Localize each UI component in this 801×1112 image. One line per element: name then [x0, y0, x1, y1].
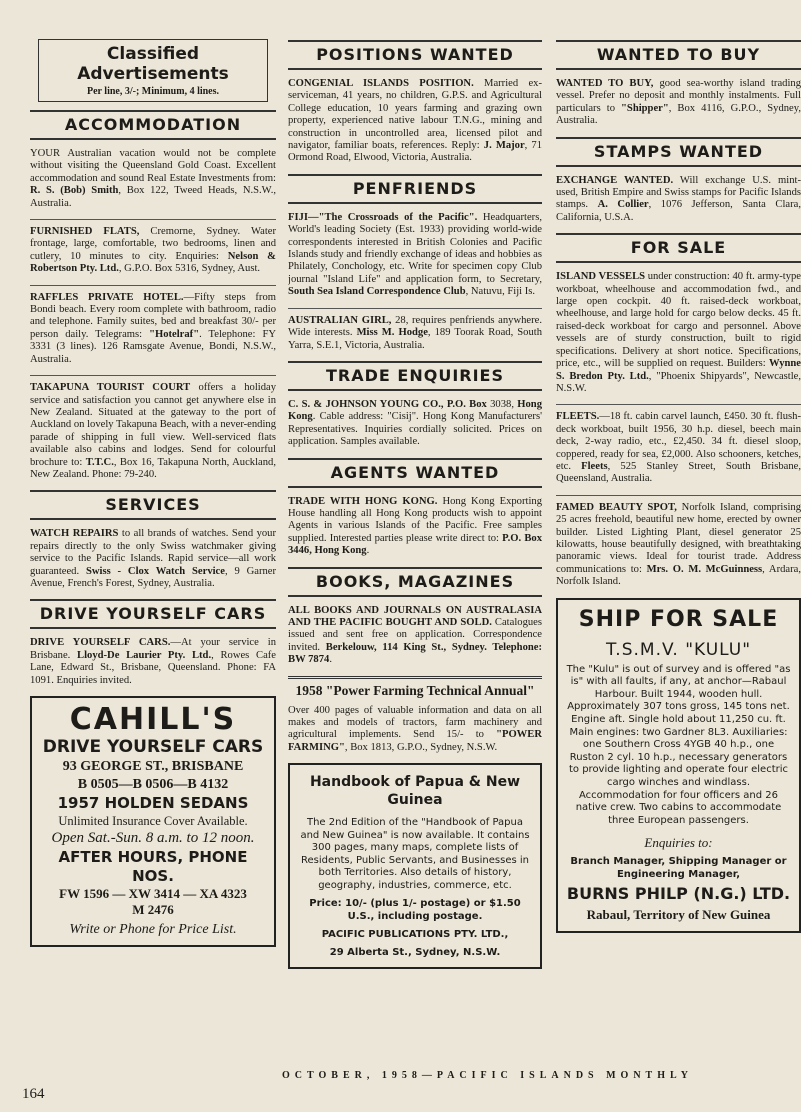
ship-title: SHIP FOR SALE — [578, 606, 779, 632]
cahill-line8: FW 1596 — XW 3414 — XA 4323 — [59, 886, 247, 901]
agents-heading: AGENTS WANTED — [288, 458, 542, 488]
cahill-line7: AFTER HOURS, PHONE NOS. — [58, 848, 248, 885]
column-left — [30, 34, 276, 1044]
classified-rate: Per line, 3/-; Minimum, 4 lines. — [86, 86, 220, 97]
trade-ad: C. S. & JOHNSON YOUNG CO., P.O. Box 3038, Hong Kong. Cable address: "Cisij". Hong Kong Manufacturers' Representatives. Inquiries cordially solicited. Prices on application. Samples available. — [288, 398, 542, 448]
penfriends-ad: AUSTRALIAN GIRL, 28, requires penfriends anywhere. Wide interests. Miss M. Hodge, 189 Toorak Road, South Yarra, S.E.1, Victoria, Australia. — [288, 314, 542, 351]
divider — [288, 676, 542, 679]
accommodation-ad: FURNISHED FLATS, Cremorne, Sydney. Water frontage, large, comfortable, two bedrooms, linen and cutlery, 10 minutes to city. Enquiries: Nelson & Robertson Pty. Ltd., G.P.O. Box 5316, Sydney, Aust. — [30, 226, 276, 275]
accommodation-ad: YOUR Australian vacation would not be complete without visiting the Queensland Gold Coast. Excellent accommodation and sound Real Estate Investments from: R. S. (Bob) Smith, Box 122, Tweed Heads, N.S.W., Australia. — [30, 148, 276, 209]
penfriends-heading: PENFRIENDS — [288, 174, 542, 204]
cahill-line1: DRIVE YOURSELF CARS — [42, 737, 264, 757]
accommodation-ads — [30, 148, 276, 481]
divider — [288, 308, 542, 309]
forsale-ad: ISLAND VESSELS under construction: 40 ft. army-type workboat, wheelhouse and accommodation fwd., and large open cockpit. 40 ft. raised-deck workboat, wheelhouse, and large hold for cargo below decks. 45 ft. raised-deck workboat for cargo and personnel. Above vessels are of sturdy construction, built to rigid specifications. Delivery at short notice. Specifications, price, etc., will be supplied on request. Builders: Wynne S. Bredon Pty. Ltd., "Phoenix Shipyards", Newcastle, N.S.W. — [556, 271, 801, 394]
cahill-line6: Open Sat.-Sun. 8 a.m. to 12 noon. — [51, 830, 255, 846]
power-heading: 1958 "Power Farming Technical Annual" — [295, 682, 535, 698]
ship-body: The "Kulu" is out of survey and is offered "as is" with all faults, if any, at anchor—Rabaul Harbour. Built 1944, wooden hull. Approximately 307 tons gross, 145 tons net. Engine aft. Single hold about 11,250 cu. ft. Main engines: two Gardner 8L3. Auxiliaries: one Southern Cross 4YGB 40 h.p., one Ruston 2 cyl. 10 h.p., necessary generators to provide lighting and operate four electric cargo winches and windlass. Accommodation for four officers and 26 native crew. Two cabins to accommodate three European passengers. — [566, 663, 791, 826]
trade-heading: TRADE ENQUIRIES — [288, 361, 542, 391]
divider — [556, 404, 801, 405]
page-number: 164 — [22, 1086, 45, 1102]
forsale-heading: FOR SALE — [556, 233, 801, 263]
cahill-logo: CAHILL'S — [69, 702, 237, 737]
forsale-ads — [556, 271, 801, 588]
forsale-ad: FAMED BEAUTY SPOT, Norfolk Island, comprising 25 acres freehold, beautiful new home, erected by owner builder. Listed Lighting Plant, diesel generator 25 kilowatts, house beautifully designed, with breathtaking panoramic views. Ideal for tourist trade. Address communications to: Mrs. O. M. McGuinness, Ardara, Norfolk Island. — [556, 501, 801, 588]
services-heading: SERVICES — [30, 490, 276, 520]
accommodation-heading: ACCOMMODATION — [30, 110, 276, 140]
accommodation-ad: TAKAPUNA TOURIST COURT offers a holiday service and satisfaction you cannot get anywhere else in New Zealand. Situated at the gateway to the port of Auckland on lovely Takapuna Beach, with a never-ending parade of shipping in full view. Well-serviced flats available also cabins and lodges. Send for colourful brochure to: T.T.C., Box 16, Takapuna North, Auckland, New Zealand. Phone: 79-240. — [30, 382, 276, 480]
penfriends-ads — [288, 212, 542, 352]
forsale-ad: FLEETS.—18 ft. cabin carvel launch, £450. 30 ft. flush-deck workboat, built 1956, 30 h.p. diesel, beech main deck, 2-way radio, etc., £2,450. 34 ft. diesel sloop, coppered, ready for sea, £2,000. Also schooners, ketches, etc. Fleets, 525 Stanley Street, South Brisbane, Queensland, Australia. — [556, 411, 801, 485]
divider — [30, 375, 276, 376]
cahill-line5: Unlimited Insurance Cover Available. — [58, 814, 248, 828]
cahill-line9: Write or Phone for Price List. — [69, 922, 237, 937]
accommodation-ad: RAFFLES PRIVATE HOTEL.—Fifty steps from Bondi beach. Every room complete with bathroom, radio and telephone. Family suites, bed and breakfast 30/- per person daily. Telegrams: "Hotelraf". Telephone: FY 3331 (3 lines). 126 Ramsgate Avenue, Bondi, N.S.W., Australia. — [30, 291, 276, 365]
ship-enquiries: Enquiries to: — [644, 835, 713, 851]
papua-address: 29 Alberta St., Sydney, N.S.W. — [329, 947, 501, 959]
penfriends-ad: FIJI—"The Crossroads of the Pacific". Headquarters, World's leading Society (Est. 1933) providing world-wide correspondents interested in British Colonies and Pacific Islands study and friendly exchange of ideas and hobbies as Philately, Conchology, etc. Write for specimen copy Club journal "Island Life" and application form, to Secretary, South Sea Island Correspondence Club, Natuvu, Fiji Is. — [288, 211, 542, 298]
column-right — [556, 34, 801, 1054]
cahill-line8b: M 2476 — [132, 902, 174, 917]
cahill-ad-box — [30, 696, 276, 947]
ship-attn: Branch Manager, Shipping Manager or Engineering Manager, — [570, 856, 787, 881]
papua-handbook-box — [288, 763, 542, 969]
positions-ad: CONGENIAL ISLANDS POSITION. Married ex-serviceman, 41 years, no children, G.P.S. and Agricultural College education, 10 years farming and grazing own property, experienced native labour T.N.G., mining and construction in uncontrolled area, licensed pilot and navigator, familiar boats, references. Reply: J. Major, 71 Ormond Road, Elwood, Victoria, Australia. — [288, 78, 542, 164]
power-ad: Over 400 pages of valuable information and data on all makes and models of tractors, farm machinery and agricultural implements. Send 15/- to "POWER FARMING", Box 1813, G.P.O., Sydney, N.S.W. — [288, 704, 542, 753]
ship-location: Rabaul, Territory of New Guinea — [586, 907, 771, 923]
cahill-line3: B 0505—B 0506—B 4132 — [77, 777, 229, 792]
cahill-line4: 1957 HOLDEN SEDANS — [57, 794, 249, 812]
books-heading: BOOKS, MAGAZINES — [288, 567, 542, 597]
column-middle — [288, 34, 542, 1054]
classified-title: Classified Advertisements — [77, 44, 229, 84]
ship-for-sale-box — [556, 598, 801, 934]
papua-price: Price: 10/- (plus 1/- postage) or $1.50 U.S., including postage. — [309, 898, 521, 923]
running-footer: OCTOBER, 1958—PACIFIC ISLANDS MONTHLY — [282, 1070, 693, 1081]
papua-publisher: PACIFIC PUBLICATIONS PTY. LTD., — [321, 929, 509, 941]
papua-title: Handbook of Papua & New Guinea — [309, 774, 521, 809]
agents-ad: TRADE WITH HONG KONG. Hong Kong Exporting House handling all Hong Kong products wish to appoint Agents in various Islands of the Pacific. Free samples supplied. Interested parties please write direct to: P.O. Box 3446, Hong Kong. — [288, 495, 542, 557]
cahill-line2: 93 GEORGE ST., BRISBANE — [62, 759, 244, 774]
drive-ad: DRIVE YOURSELF CARS.—At your service in Brisbane. Lloyd-De Laurier Pty. Ltd., Rowes Cafe Lane, Edward St., Brisbane, Queensland. Phone: FA 1091. Enquiries invited. — [30, 637, 276, 686]
wantedbuy-ad: WANTED TO BUY, good sea-worthy island trading vessel. Prefer no deposit and monthly instalments. Full particulars to "Shipper", Box 4116, G.P.O., Sydney, Australia. — [556, 78, 801, 127]
stamps-heading: STAMPS WANTED — [556, 137, 801, 167]
drive-heading: DRIVE YOURSELF CARS — [30, 599, 276, 629]
divider — [30, 219, 276, 220]
services-ad: WATCH REPAIRS to all brands of watches. Send your repairs directly to the only Swiss watchmaker giving service to the Pacific Islands. Rapid service—all work guaranteed. Swiss - Clox Watch Service, 9 Garner Avenue, French's Forest, Sydney, Australia. — [30, 528, 276, 589]
stamps-ad: EXCHANGE WANTED. Will exchange U.S. mint-used, British Empire and Swiss stamps for Pacific Islands stamps. A. Collier, 1076 Jefferson, Santa Clara, California, U.S.A. — [556, 174, 801, 223]
ship-vessel: T.S.M.V. "KULU" — [605, 639, 752, 660]
divider — [556, 495, 801, 496]
ship-company: BURNS PHILP (N.G.) LTD. — [566, 884, 791, 904]
positions-heading: POSITIONS WANTED — [288, 40, 542, 70]
wantedbuy-heading: WANTED TO BUY — [556, 40, 801, 70]
books-ad: ALL BOOKS AND JOURNALS ON AUSTRALASIA AND THE PACIFIC BOUGHT AND SOLD. Catalogues issued and sent free on application. Correspondence invited. Berkelouw, 114 King St., Sydney. Telephone: BW 7874. — [288, 604, 542, 666]
classified-title-box — [38, 39, 268, 102]
divider — [30, 285, 276, 286]
papua-body: The 2nd Edition of the "Handbook of Papua and New Guinea" is now available. It contains 300 pages, many maps, complete lists of Residents, Public Servants, and Businesses in both Territories. Also details of history, geography, industries, commerce, etc. — [300, 817, 530, 891]
